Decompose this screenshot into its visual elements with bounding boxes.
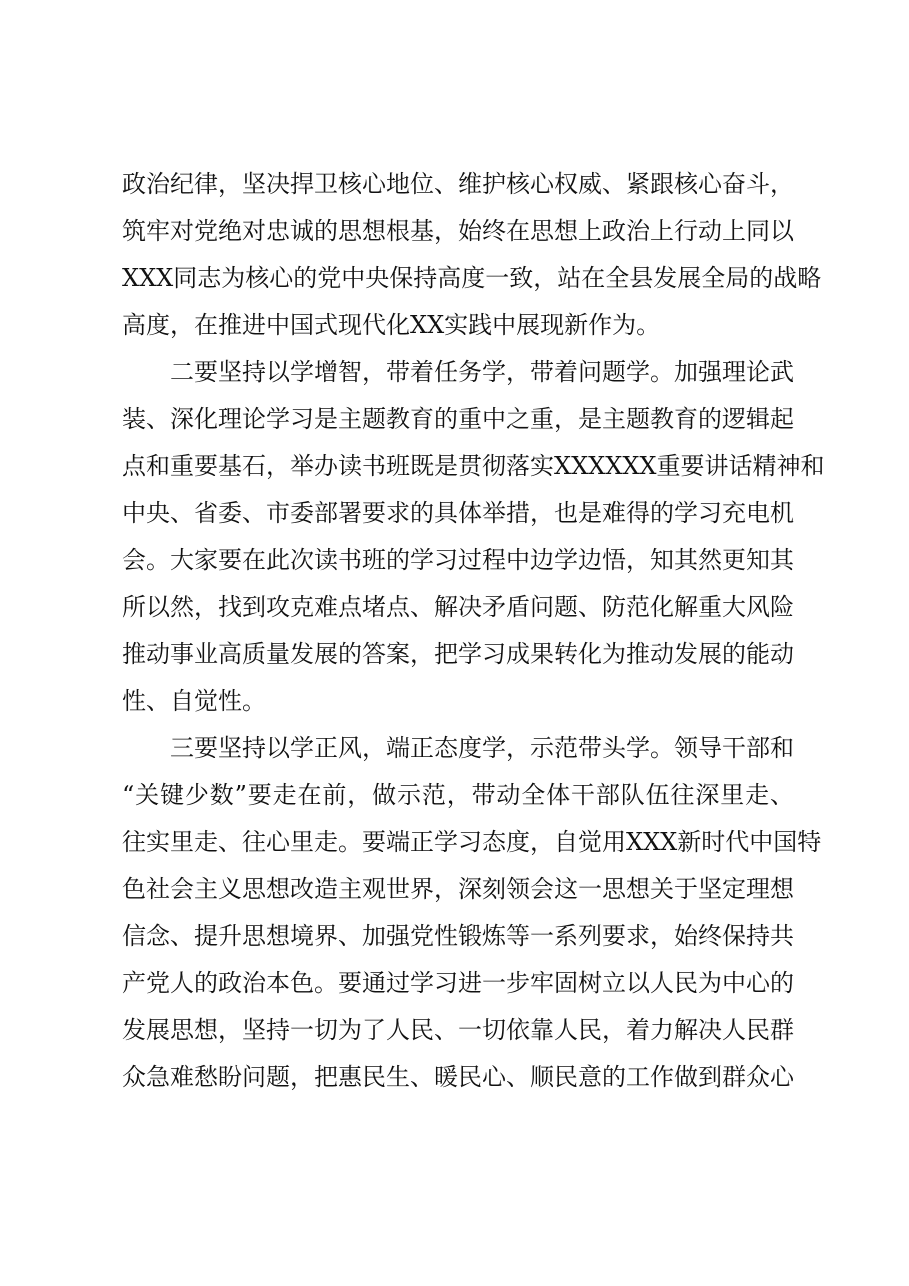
paragraph-2: [122, 349, 825, 725]
text-line: 推动事业高质量发展的答案，把学习成果转化为推动发展的能动: [122, 640, 794, 668]
text-line: 筑牢对党绝对忠诚的思想根基，始终在思想上政治上行动上同以: [122, 217, 794, 245]
text-line: 三要坚持以学正风，端正态度学，示范带头学。领导干部和: [170, 734, 794, 762]
paragraph-1: [122, 161, 822, 349]
text-line: 色社会主义思想改造主观世界，深刻领会这一思想关于坚定理想: [122, 875, 794, 903]
text-line: 信念、提升思想境界、加强党性锻炼等一系列要求，始终保持共: [122, 922, 794, 950]
text-line: 二要坚持以学增智，带着任务学，带着问题学。加强理论武: [170, 358, 794, 386]
document-body: [122, 161, 825, 1101]
text-line: 往实里走、往心里走。要端正学习态度，自觉用XXX新时代中国特: [122, 828, 822, 856]
text-line: 会。大家要在此次读书班的学习过程中边学边悟，知其然更知其: [122, 546, 794, 574]
text-line: 性、自觉性。: [122, 687, 266, 715]
text-line: 发展思想，坚持一切为了人民、一切依靠人民，着力解决人民群: [122, 1016, 794, 1044]
text-line: 产党人的政治本色。要通过学习进一步牢固树立以人民为中心的: [122, 969, 794, 997]
paragraph-3: [122, 725, 822, 1101]
text-line: 中央、省委、市委部署要求的具体举措，也是难得的学习充电机: [122, 499, 794, 527]
text-line: 高度，在推进中国式现代化XX实践中展现新作为。: [122, 311, 661, 339]
text-line: 政治纪律，坚决捍卫核心地位、维护核心权威、紧跟核心奋斗，: [122, 170, 794, 198]
text-line: 点和重要基石，举办读书班既是贯彻落实XXXXXX重要讲话精神和: [122, 452, 825, 480]
text-line: “关键少数”要走在前，做示范，带动全体干部队伍往深里走、: [122, 781, 794, 809]
text-line: 装、深化理论学习是主题教育的重中之重，是主题教育的逻辑起: [122, 405, 794, 433]
text-line: 众急难愁盼问题，把惠民生、暖民心、顺民意的工作做到群众心: [122, 1063, 794, 1091]
text-line: 所以然，找到攻克难点堵点、解决矛盾问题、防范化解重大风险: [122, 593, 794, 621]
text-line: XXX同志为核心的党中央保持高度一致，站在全县发展全局的战略: [122, 264, 822, 292]
